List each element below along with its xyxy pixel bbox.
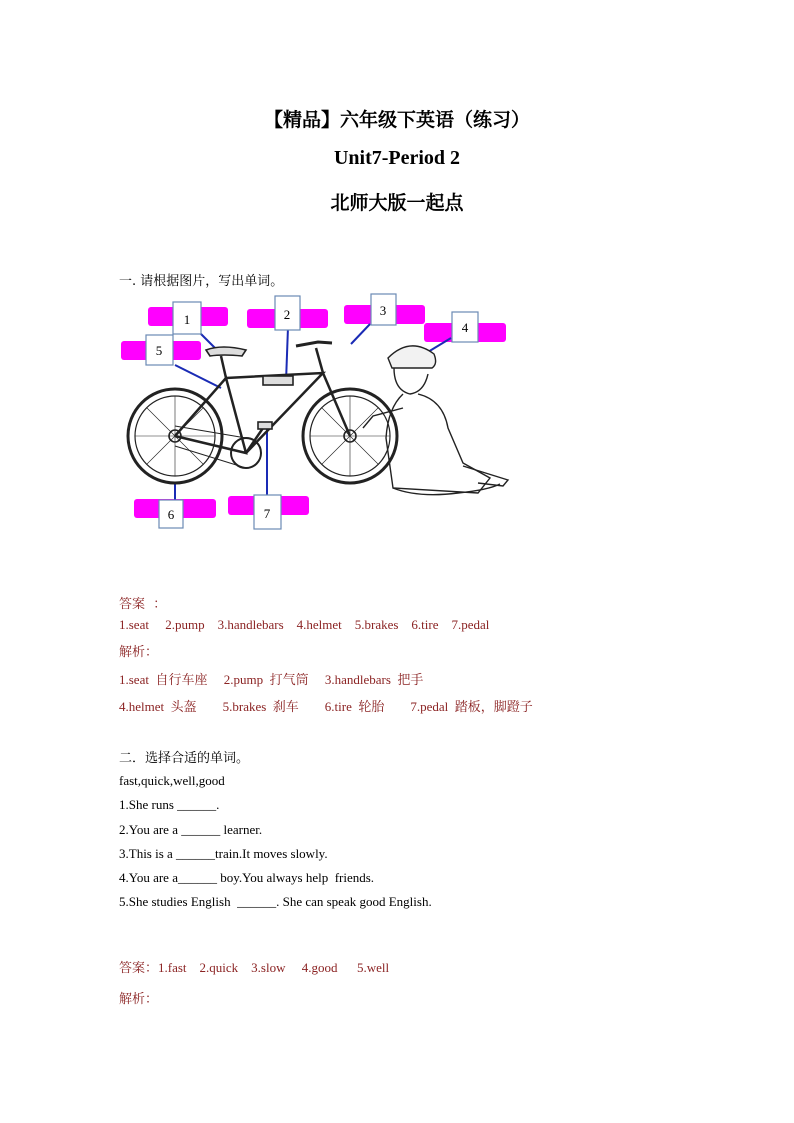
label-bars xyxy=(121,305,506,518)
question-1: 1.She runs ______. xyxy=(119,797,220,812)
label-number-4: 4 xyxy=(461,320,469,335)
bicycle-figure xyxy=(118,288,518,533)
section1-explain-line1: 1.seat 自行车座 2.pump 打气筒 3.handlebars 把手 xyxy=(119,672,424,687)
label-number-3: 3 xyxy=(379,303,387,318)
stem xyxy=(316,348,323,373)
section2-answer-label: 答案： xyxy=(119,961,159,976)
label-number-5: 5 xyxy=(155,343,163,358)
handlebars xyxy=(296,342,332,346)
seat-post xyxy=(221,356,226,378)
edition-title: 北师大版一起点 xyxy=(330,193,464,214)
face xyxy=(394,368,428,394)
pump xyxy=(263,376,293,385)
question-2: 2.You are a ______ learner. xyxy=(119,822,263,837)
kneeling-person xyxy=(363,346,508,495)
section2-answers-row xyxy=(119,957,389,976)
section1-answer-label: 答案 ： xyxy=(119,597,167,612)
section1-explain-label: 解析： xyxy=(119,645,159,660)
unit-subtitle: Unit7-Period 2 xyxy=(333,147,461,169)
section1-explain-line2: 4.helmet 头盔 5.brakes 刹车 6.tire 轮胎 7.pedal 踏板，脚蹬子 xyxy=(119,699,533,714)
question-5: 5.She studies English ______. She can speak good English. xyxy=(119,894,432,909)
pedal xyxy=(258,422,272,429)
label-number-7: 7 xyxy=(263,506,271,521)
seat xyxy=(206,347,246,356)
label-number-6: 6 xyxy=(167,507,175,522)
section2-heading: 二．选择合适的单词。 xyxy=(119,751,250,766)
bicycle-diagram xyxy=(118,288,518,533)
fork xyxy=(323,373,350,436)
section2-explain-label: 解析： xyxy=(119,992,159,1007)
question-4: 4.You are a______ boy.You always help friends. xyxy=(119,870,375,885)
label-number-1: 1 xyxy=(183,312,191,327)
label-number-2: 2 xyxy=(283,307,291,322)
word-bank: fast,quick,well,good xyxy=(119,773,225,788)
helmet xyxy=(388,346,436,368)
document-title: 【精品】六年级下英语（练习） xyxy=(263,110,530,131)
section1-heading: 一. 请根据图片，写出单词。 xyxy=(119,274,284,289)
question-3: 3.This is a ______train.It moves slowly. xyxy=(119,846,328,861)
section1-answers: 1.seat 2.pump 3.handlebars 4.helmet 5.brakes 6.tire 7.pedal xyxy=(119,617,490,632)
section2-answers: 1.fast 2.quick 3.slow 4.good 5.well xyxy=(158,960,390,975)
